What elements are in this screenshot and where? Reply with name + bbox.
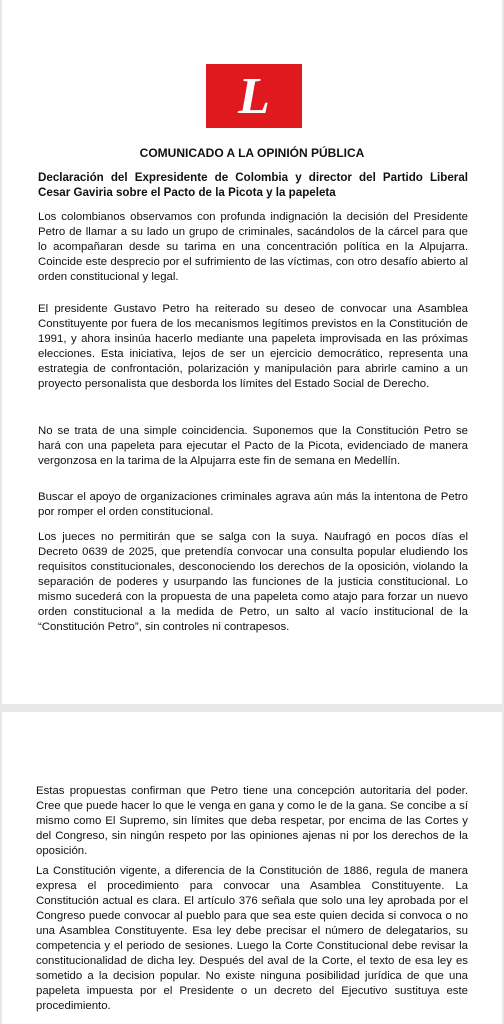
document-page-1	[2, 0, 502, 704]
paragraph: Buscar el apoyo de organizaciones criminales agrava aún más la intentona de Petro por romper el orden constitucional.	[38, 491, 468, 518]
declaration-subtitle: Declaración del Expresidente de Colombia y director del Partido Liberal Cesar Gaviria sobre el Pacto de la Picota y la papeleta	[38, 171, 468, 199]
paragraph: El presidente Gustavo Petro ha reiterado su deseo de convocar una Asamblea Constituyente por fuera de los mecanismos legítimos previstos en la Constitución de 1991, y ahora insinúa hacerlo mediante una papeleta improvisada en las próximas elecciones. Esta iniciativa, lejos de ser un ejercicio democrático, representa una estrategia de confrontación, polarización y manipulación para abrirle camino a un proyecto personalista que desborda los límites del Estado Social de Derecho.	[38, 303, 468, 390]
paragraph: La Constitución vigente, a diferencia de la Constitución de 1886, regula de manera expresa el procedimiento para convocar una Asamblea Constituyente. La Constitución actual es clara. El artículo 376 señala que solo una ley aprobada por el Congreso puede convocar al pueblo para que sea este quien decida si convoca o no una Asamblea Constituyente. Esa ley debe precisar el número de delegatarios, su competencia y el periodo de sesiones. Luego la Corte Constitucional debe revisar la constitucionalidad de dicha ley. Después del aval de la Corte, el texto de esa ley es sometido a la decision popular. No existe ninguna posibilidad jurídica de que una papeleta impuesta por el Presidente o un decreto del Ejecutivo sustituya este procedimiento.	[36, 865, 468, 1012]
paragraph: Los jueces no permitirán que se salga con la suya. Naufragó en pocos días el Decreto 0639 de 2025, que pretendía convocar una consulta popular eludiendo los requisitos constitucionales, desconociendo los derechos de la oposición, violando la separación de poderes y usurpando las funciones de la justicia constitucional. Lo mismo sucederá con la propuesta de una papeleta como atajo para forzar un nuevo orden constitucional a la medida de Petro, un salto al vacío institucional de la “Constitución Petro”, sin controles ni contrapesos.	[38, 531, 468, 633]
liberal-party-logo	[206, 64, 302, 128]
communique-heading: COMUNICADO A LA OPINIÓN PÚBLICA	[139, 146, 365, 160]
document-page-2	[2, 712, 502, 1024]
logo-letter: L	[238, 67, 270, 125]
paragraph: No se trata de una simple coincidencia. Suponemos que la Constitución Petro se hará con una papeleta para ejecutar el Pacto de la Picota, evidenciado de manera vergonzosa en la tarima de la Alpujarra este fin de semana en Medellín.	[38, 425, 468, 467]
paragraph: Los colombianos observamos con profunda indignación la decisión del Presidente Petro de llamar a su lado un grupo de criminales, sacándolos de la cárcel para que lo acompañaran desde su tarima en una concentración política en la Alpujarra. Coincide este desprecio por el sufrimiento de las víctimas, con otro desafío abierto al orden constitucional y legal.	[38, 211, 468, 283]
paragraph: Estas propuestas confirman que Petro tiene una concepción autoritaria del poder. Cree que puede hacer lo que le venga en gana y como le de la gana. Se concibe a sí mismo como El Supremo, sin límites que deba respetar, por encima de las Cortes y del Congreso, sin ningún respeto por las opiniones ajenas ni por los derechos de la oposición.	[36, 785, 468, 857]
